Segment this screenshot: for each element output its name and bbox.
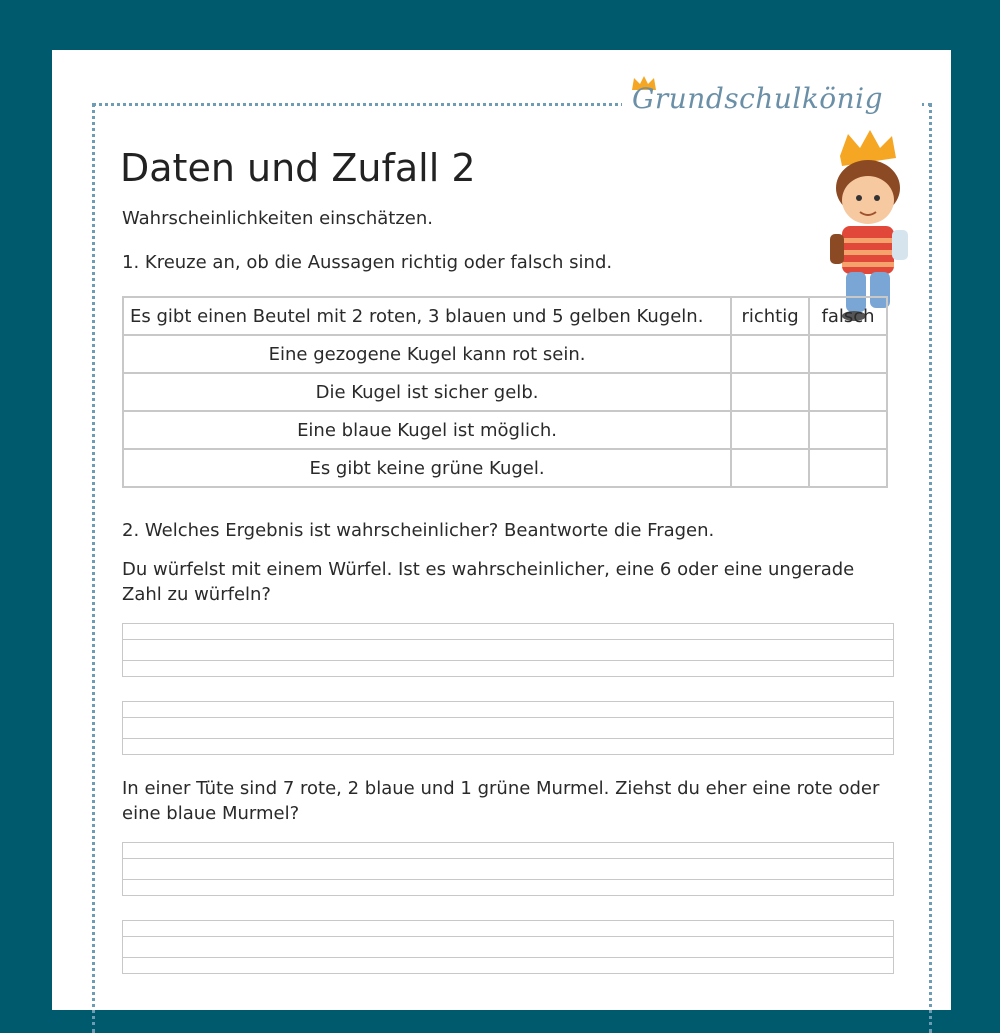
table-header-row [123,297,887,335]
richtig-checkbox-cell[interactable] [731,449,809,487]
question-marbles: In einer Tüte sind 7 rote, 2 blaue und 1 grüne Murmel. Ziehst du eher eine rote oder eine blaue Murmel? [122,778,880,824]
column-header-falsch: falsch [809,297,887,335]
page-subtitle: Wahrscheinlichkeiten einschätzen. [122,208,433,229]
table-row [123,335,887,373]
richtig-checkbox-cell[interactable] [731,373,809,411]
statement-cell: Eine blaue Kugel ist möglich. [123,411,731,449]
question-dice: Du würfelst mit einem Würfel. Ist es wahrscheinlicher, eine 6 oder eine ungerade Zahl zu würfeln? [122,559,855,605]
page-title: Daten und Zufall 2 [120,146,476,190]
answer-lines[interactable] [122,920,894,974]
statement-cell: Es gibt keine grüne Kugel. [123,449,731,487]
answer-lines[interactable] [122,842,894,896]
richtig-checkbox-cell[interactable] [731,411,809,449]
answer-lines[interactable] [122,701,894,755]
task-1-instruction: 1. Kreuze an, ob die Aussagen richtig oder falsch sind. [122,252,613,273]
true-false-table [122,296,888,488]
table-row [123,373,887,411]
table-header-statement: Es gibt einen Beutel mit 2 roten, 3 blauen und 5 gelben Kugeln. [123,297,731,335]
task-2-instruction: 2. Welches Ergebnis ist wahrscheinlicher? Beantworte die Fragen. [122,520,715,541]
table-row [123,449,887,487]
falsch-checkbox-cell[interactable] [809,335,887,373]
answer-lines[interactable] [122,623,894,677]
richtig-checkbox-cell[interactable] [731,335,809,373]
brand-logo: Grundschulkönig [632,82,884,115]
statement-cell: Die Kugel ist sicher gelb. [123,373,731,411]
table-row [123,411,887,449]
worksheet [52,50,951,1010]
statement-cell: Eine gezogene Kugel kann rot sein. [123,335,731,373]
falsch-checkbox-cell[interactable] [809,411,887,449]
falsch-checkbox-cell[interactable] [809,373,887,411]
falsch-checkbox-cell[interactable] [809,449,887,487]
column-header-richtig: richtig [731,297,809,335]
